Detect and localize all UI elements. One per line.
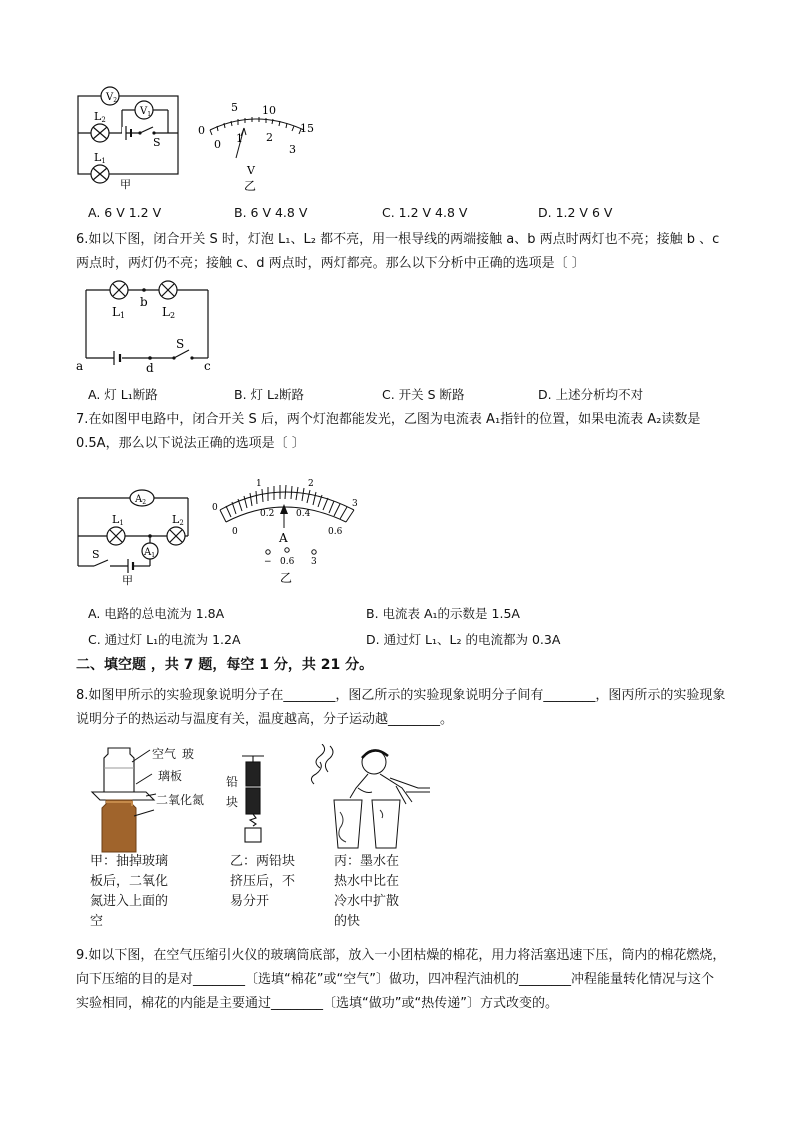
q7-option-a[interactable]: A. 电路的总电流为 1.8A: [88, 606, 225, 621]
outer-scale-0: 0: [212, 503, 218, 513]
scale-bottom-3: 3: [289, 143, 296, 156]
section-title: 二、填空题 ，共 7 题，每空 1 分，共 21 分。: [76, 657, 374, 673]
point-c-label: c: [204, 359, 211, 373]
scale-bottom-2: 2: [266, 131, 273, 144]
lamp-l1-label: L1: [112, 513, 124, 527]
q6-circuit-diagram: [74, 278, 220, 374]
lamp-l1-label: L1: [94, 151, 106, 165]
q7-option-b[interactable]: B. 电流表 A₁的示数是 1.5A: [366, 606, 520, 621]
q8-figure-bing-ink-diffusion: [306, 744, 432, 856]
inner-scale-0-2: 0.2: [260, 509, 275, 519]
q5-option-d[interactable]: D. 1.2 V 6 V: [538, 205, 613, 220]
lamp-l2-label: L2: [94, 110, 106, 124]
label-glass-plate: 璃板: [158, 769, 183, 783]
gauge-caption: 乙: [244, 179, 257, 193]
q7-ammeter-dial: [204, 470, 364, 588]
q7-option-d[interactable]: D. 通过灯 L₁、L₂ 的电流都为 0.3A: [366, 632, 561, 647]
q6-question-text: 6.如以下图，闭合开关 S 时，灯泡 L₁、L₂ 都不亮，用一根导线的两端接触 a、b 两点时两灯也不亮；接触 b 、c 两点时，两灯仍不亮；接触 c、d 两点时，两灯都亮。那么以下分析中正确的选项是〔 〕: [76, 232, 720, 271]
outer-scale-2: 2: [308, 479, 314, 489]
q5-option-a[interactable]: A. 6 V 1.2 V: [88, 205, 162, 220]
unit-label: A: [279, 531, 288, 545]
label-glass: 玻: [182, 747, 195, 761]
q5-circuit-diagram: [74, 86, 186, 192]
unit-label: V: [247, 164, 255, 177]
q5-option-c[interactable]: C. 1.2 V 4.8 V: [382, 205, 468, 220]
q9-question-text: 9.如以下图，在空气压缩引火仪的玻璃筒底部，放入一小团枯燥的棉花，用力将活塞迅速下压，筒内的棉花燃烧，向下压缩的目的是对________〔选填“棉花”或“空气”〕做功，四冲程汽油机的________冲程能量转化情况与这个实验相同，棉花的内能是主要通过________〔选填“做功”或“热传递”〕方式改变的。: [76, 948, 726, 1011]
scale-top-5: 5: [231, 101, 238, 114]
inner-scale-0-6: 0.6: [328, 527, 343, 537]
lamp-l1-label: L1: [112, 305, 126, 320]
circuit-caption: 甲: [120, 178, 131, 191]
point-a-label: a: [76, 359, 84, 373]
q6-option-c[interactable]: C. 开关 S 断路: [382, 387, 465, 402]
point-d-label: d: [146, 361, 154, 374]
ammeter-a2-label: $A_2$: [135, 494, 147, 506]
q7-option-c[interactable]: C. 通过灯 L₁的电流为 1.2A: [88, 632, 241, 647]
caption-bing: 丙：墨水在热水中比在冷水中扩散的快: [334, 854, 400, 929]
gauge-caption: 乙: [280, 571, 293, 585]
q7-circuit-diagram: [72, 486, 198, 586]
ammeter-a1-label: $A_1$: [144, 547, 156, 559]
caption-jia: 甲：抽掉玻璃板后，二氧化氮进入上面的空: [90, 854, 169, 929]
inner-scale-0: 0: [232, 527, 238, 537]
scale-bottom-1: 1: [236, 132, 243, 145]
lamp-l2-label: L2: [172, 513, 184, 527]
q5-voltmeter-dial: [194, 98, 320, 194]
q5-option-b[interactable]: B. 6 V 4.8 V: [234, 205, 308, 220]
terminal-0-6: 0.6: [280, 557, 295, 567]
circuit-caption: 甲: [122, 574, 133, 586]
label-lead: 铅: [226, 775, 239, 789]
terminal-negative: −: [264, 557, 272, 567]
terminal-3: 3: [311, 557, 317, 567]
outer-scale-3: 3: [352, 499, 358, 509]
outer-scale-1: 1: [256, 479, 262, 489]
label-no2: 二氧化氮: [156, 793, 205, 807]
inner-scale-0-4: 0.4: [296, 509, 311, 519]
q6-option-d[interactable]: D. 上述分析均不对: [538, 387, 644, 402]
caption-yi: 乙：两铅块挤压后，不易分开: [230, 854, 296, 909]
label-air: 空气: [152, 747, 177, 761]
switch-s-label: S: [176, 337, 185, 351]
switch-s-label: S: [92, 548, 100, 561]
switch-label: S: [153, 136, 161, 149]
meter-v2-label: $V_2$: [106, 92, 118, 104]
scale-top-10: 10: [262, 104, 276, 117]
scale-top-15: 15: [300, 122, 314, 135]
q8-question-text: 8.如图甲所示的实验现象说明分子在________，图乙所示的实验现象说明分子间有________，图丙所示的实验现象说明分子的热运动与温度有关，温度越高，分子运动越________。: [76, 688, 726, 727]
q8-figure-yi-lead-blocks: [236, 752, 276, 844]
q7-question-text: 7.在如图甲电路中，闭合开关 S 后，两个灯泡都能发光，乙图为电流表 A₁指针的位置，如果电流表 A₂读数是 0.5A，那么以下说法正确的选项是〔 〕: [76, 412, 701, 451]
lamp-l2-label: L2: [162, 305, 176, 320]
meter-v1-label: $V_1$: [140, 106, 152, 118]
label-block: 块: [226, 795, 239, 809]
scale-top-0: 0: [198, 124, 205, 137]
q6-option-a[interactable]: A. 灯 L₁断路: [88, 387, 158, 402]
scale-bottom-0: 0: [214, 138, 221, 151]
point-b-label: b: [140, 295, 148, 309]
q6-option-b[interactable]: B. 灯 L₂断路: [234, 387, 304, 402]
